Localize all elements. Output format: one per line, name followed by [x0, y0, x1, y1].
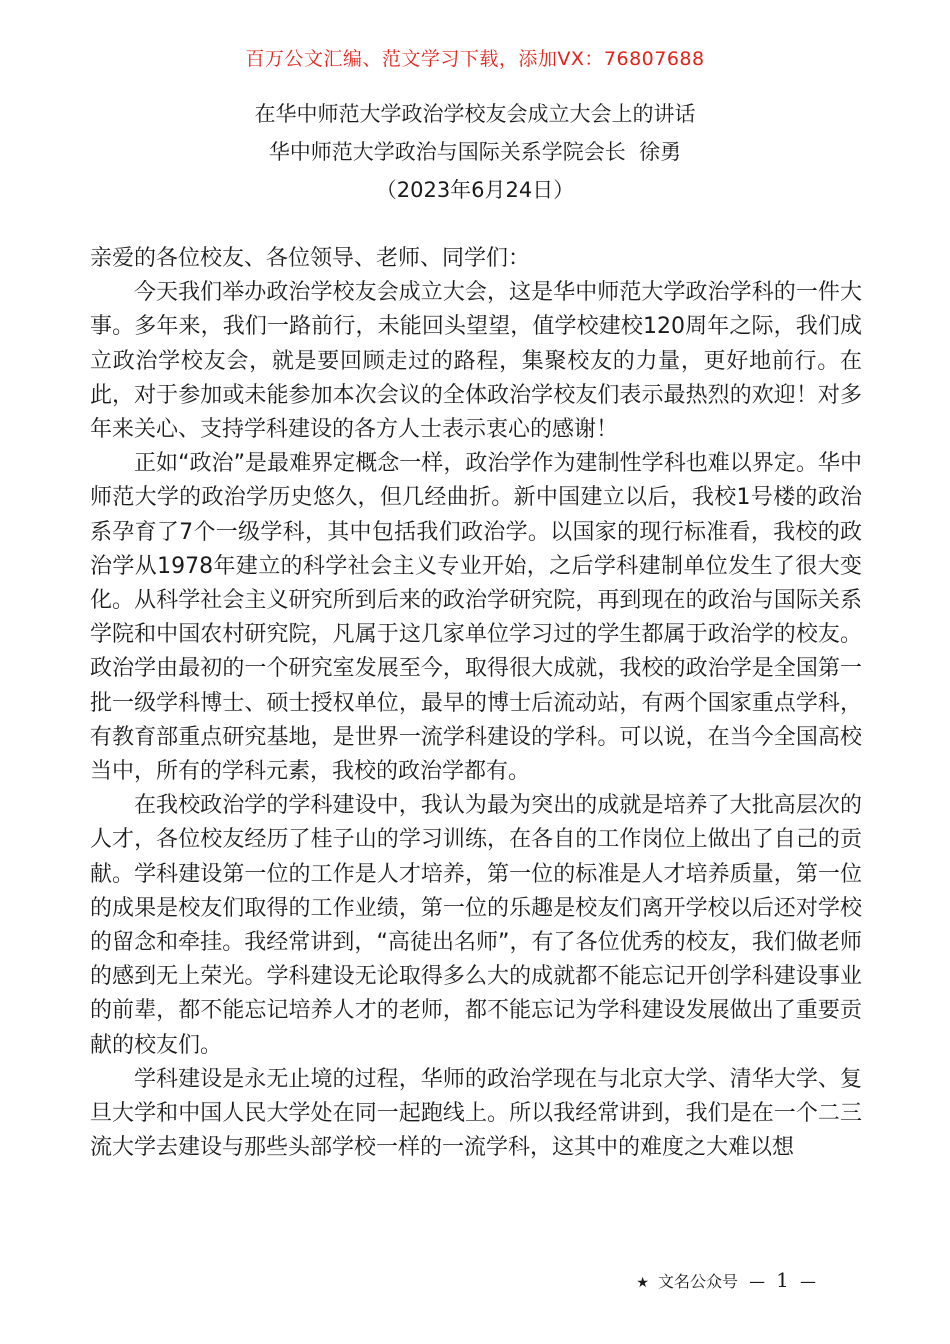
page-number: 1: [776, 1268, 789, 1292]
paragraph: 学科建设是永无止境的过程，华师的政治学现在与北京大学、清华大学、复旦大学和中国人民大学处在同一起跑线上。所以我经常讲到，我们是在一个二三流大学去建设与那些头部学校一样的一流学科，这其中的难度之大难以想: [90, 1066, 862, 1161]
salutation: 亲爱的各位校友、各位领导、老师、同学们：: [90, 246, 531, 271]
speech-author: 华中师范大学政治与国际关系学院会长 徐勇: [268, 140, 682, 164]
speech-date: （2023年6月24日）: [375, 178, 575, 202]
footer-source: 文名公众号: [657, 1272, 738, 1291]
footer-dash-right: —: [800, 1272, 816, 1291]
speech-title: 在华中师范大学政治学校友会成立大会上的讲话: [254, 102, 696, 126]
speech-header: [0, 95, 950, 209]
paragraph: 在我校政治学的学科建设中，我认为最为突出的成就是培养了大批高层次的人才，各位校友经历了桂子山的学习训练，在各自的工作岗位上做出了自己的贡献。学科建设第一位的工作是人才培养，第一位的标准是人才培养质量，第一位的成果是校友们取得的工作业绩，第一位的乐趣是校友们离开学校以后还对学校的留念和牵挂。我经常讲到，“高徒出名师”，有了各位优秀的校友，我们做老师的感到无上荣光。学科建设无论取得多么大的成就都不能忘记开创学科建设事业的前辈，都不能忘记培养人才的老师，都不能忘记为学科建设发展做出了重要贡献的校友们。: [90, 793, 862, 1058]
page-footer: [636, 1268, 822, 1292]
star-icon: ★: [636, 1275, 649, 1291]
paragraph: 正如“政治”是最难界定概念一样，政治学作为建制性学科也难以界定。华中师范大学的政治学历史悠久，但几经曲折。新中国建立以后，我校1号楼的政治系孕育了7个一级学科，其中包括我们政治学。以国家的现行标准看，我校的政治学从1978年建立的科学社会主义专业开始，之后学科建制单位发生了很大变化。从科学社会主义研究所到后来的政治学研究院，再到现在的政治与国际关系学院和中国农村研究院，凡属于这几家单位学习过的学生都属于政治学的校友。政治学由最初的一个研究室发展至今，取得很大成就，我校的政治学是全国第一批一级学科博士、硕士授权单位，最早的博士后流动站，有两个国家重点学科，有教育部重点研究基地，是世界一流学科建设的学科。可以说，在当今全国高校当中，所有的学科元素，我校的政治学都有。: [90, 451, 862, 785]
speech-body: [90, 242, 862, 1165]
footer-dash-left: —: [749, 1272, 766, 1291]
paragraph: 今天我们举办政治学校友会成立大会，这是华中师范大学政治学科的一件大事。多年来，我们一路前行，未能回头望望，值学校建校120周年之际，我们成立政治学校友会，就是要回顾走过的路程，集聚校友的力量，更好地前行。在此，对于参加或未能参加本次会议的全体政治学校友们表示最热烈的欢迎！对多年来关心、支持学科建设的各方人士表示衷心的感谢！: [90, 280, 862, 443]
promo-banner: 百万公文汇编、范文学习下载，添加VX：76807688: [245, 48, 705, 70]
